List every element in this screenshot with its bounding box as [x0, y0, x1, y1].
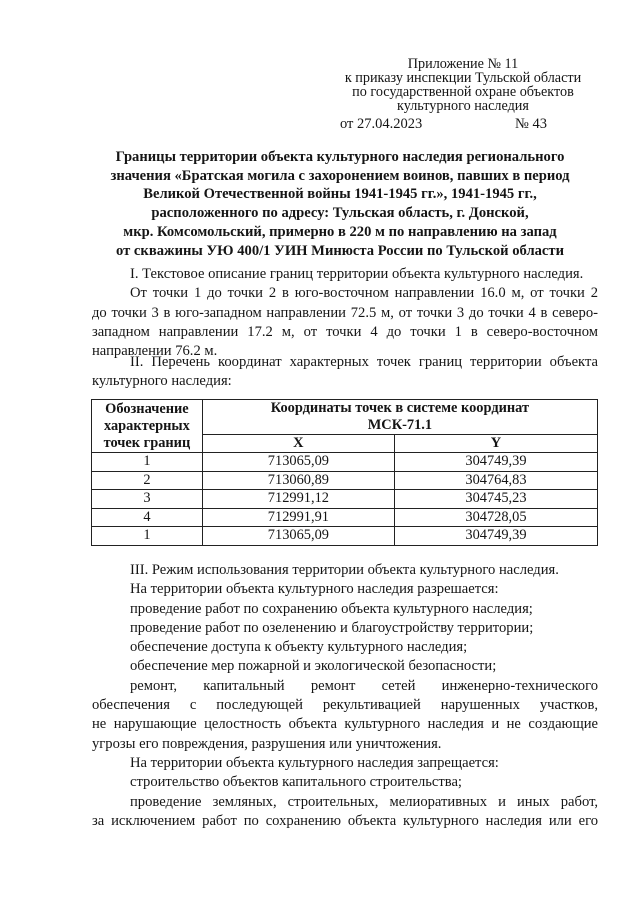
table-row [92, 490, 598, 509]
y-header: Y [394, 435, 597, 453]
section-1-text: до точки 3 в юго-западном направлении 72.5 м, от точки 3 до точки 4 в северо- [92, 304, 598, 321]
x-header: X [202, 435, 394, 453]
annex-authority-cont: культурного наследия [397, 98, 529, 114]
allowed-item: обеспечение мер пожарной и экологической безопасности; [130, 658, 497, 675]
point-header-line: характерных [103, 417, 190, 434]
title-line: Великой Отечественной войны 1941-1945 гг.», 1941-1945 гг., [143, 186, 537, 203]
point-cell: 1 [92, 453, 203, 472]
annex-authority: по государственной охране объектов [352, 84, 574, 100]
title-line: значения «Братская могила с захоронением воинов, павших в период [110, 167, 570, 184]
table-header-row [92, 400, 598, 435]
annex-title: Приложение № 11 [407, 56, 519, 72]
allowed-item: обеспечение доступа к объекту культурного наследия; [130, 639, 468, 656]
x-cell: 713060,89 [202, 471, 394, 490]
table-row [92, 508, 598, 527]
point-header [92, 400, 203, 453]
y-cell: 304728,05 [394, 508, 597, 527]
table-row [92, 453, 598, 472]
section-1-text: От точки 1 до точки 2 в юго-восточном направлении 16.0 м, от точки 2 [130, 285, 598, 302]
y-cell: 304764,83 [394, 471, 597, 490]
y-cell: 304749,39 [394, 453, 597, 472]
section-1 [92, 265, 598, 361]
point-cell: 2 [92, 471, 203, 490]
coordinates-table [91, 399, 598, 546]
y-cell: 304749,39 [394, 527, 597, 546]
forbidden-item: строительство объектов капитального строительства; [130, 774, 462, 791]
section-1-text: направлении 76.2 м. [92, 343, 218, 360]
point-cell: 1 [92, 527, 203, 546]
point-cell: 3 [92, 490, 203, 509]
allowed-item-cont: обеспечения с последующей рекультивацией нарушенных участков, [92, 697, 598, 714]
title-line: мкр. Комсомольский, примерно в 220 м по направлению на запад [123, 223, 557, 240]
allowed-intro: На территории объекта культурного наследия разрешается: [130, 581, 499, 598]
allowed-item: ремонт, капитальный ремонт сетей инженерно-технического [130, 677, 598, 694]
table-row [92, 471, 598, 490]
order-number: № 43 [515, 116, 547, 132]
title-line: расположенного по адресу: Тульская область, г. Донской, [151, 205, 529, 222]
x-cell: 712991,12 [202, 490, 394, 509]
point-cell: 4 [92, 508, 203, 527]
point-header-line: Обозначение [105, 400, 189, 417]
forbidden-item-cont: за исключением работ по сохранению объекта культурного наследия или его [92, 812, 598, 829]
title-line: от скважины УЮ 400/1 УИН Минюста России по Тульской области [116, 242, 564, 259]
annex-order-ref: к приказу инспекции Тульской области [344, 70, 582, 86]
section-3-heading: III. Режим использования территории объекта культурного наследия. [130, 562, 559, 578]
coords-header-line: Координаты точек в системе координат [270, 400, 530, 416]
coords-header [202, 400, 597, 435]
x-cell: 713065,09 [202, 453, 394, 472]
section-3 [92, 561, 598, 831]
allowed-item: проведение работ по сохранению объекта культурного наследия; [130, 600, 533, 617]
table-row [92, 527, 598, 546]
allowed-item-cont: не нарушающие целостность объекта культурного наследия и не создающие [92, 716, 598, 733]
x-cell: 713065,09 [202, 527, 394, 546]
section-2 [92, 353, 598, 392]
order-date: от 27.04.2023 [340, 116, 423, 132]
section-2-heading-cont: культурного наследия: [92, 373, 232, 390]
x-cell: 712991,91 [202, 508, 394, 527]
section-2-heading: II. Перечень координат характерных точек границ территории объекта [130, 354, 598, 370]
section-1-text: западном направлении 17.2 м, от точки 4 до точки 1 в северо-восточном [92, 323, 598, 340]
forbidden-intro: На территории объекта культурного наследия запрещается: [130, 754, 499, 771]
title-line: Границы территории объекта культурного наследия регионального [115, 149, 565, 165]
allowed-item: проведение работ по озеленению и благоустройству территории; [130, 619, 534, 636]
point-header-line: точек границ [103, 434, 191, 451]
forbidden-item: проведение земляных, строительных, мелиоративных и иных работ, [130, 793, 598, 810]
y-cell: 304745,23 [394, 490, 597, 509]
document-title [80, 148, 600, 260]
coords-header-line: МСК-71.1 [367, 417, 433, 433]
annex-header [318, 57, 608, 113]
allowed-item-cont: угрозы его повреждения, разрушения или уничтожения. [92, 735, 442, 752]
section-1-heading: I. Текстовое описание границ территории объекта культурного наследия. [130, 266, 584, 282]
